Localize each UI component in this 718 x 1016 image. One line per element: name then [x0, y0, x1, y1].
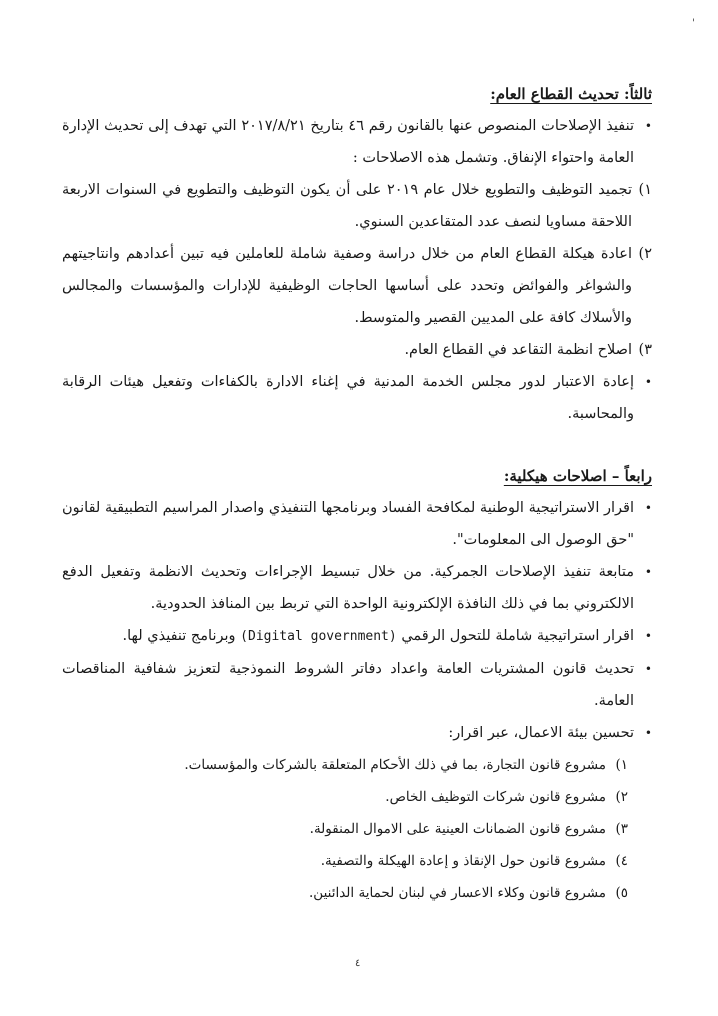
numbered-item: [62, 813, 652, 845]
item-text: مشروع قانون حول الإنقاذ و إعادة الهيكلة والتصفية.: [320, 853, 606, 869]
item-text: مشروع قانون التجارة، بما في ذلك الأحكام المتعلقة بالشركات والمؤسسات.: [184, 757, 606, 773]
paragraph-text: اقرار الاستراتيجية الوطنية لمكافحة الفساد وبرنامجها التنفيذي واصدار المراسيم التطبيقية لقانون "حق الوصول الى المعلومات".: [62, 500, 634, 548]
numbered-item: [62, 238, 652, 334]
list-item: [62, 492, 652, 556]
item-text: مشروع قانون الضمانات العينية على الاموال المنقولة.: [309, 821, 606, 837]
numbered-item: [62, 174, 652, 238]
numbered-item: [62, 781, 652, 813]
document-body: [62, 78, 652, 909]
item-text: تجميد التوظيف والتطويع خلال عام ٢٠١٩ على أن يكون التوظيف والتطويع في السنوات الاربعة اللاحقة مساويا لنصف عدد المتقاعدين السنوي.: [62, 182, 632, 230]
item-number: ١): [615, 757, 628, 773]
paragraph-text: إعادة الاعتبار لدور مجلس الخدمة المدنية في إغناء الادارة بالكفاءات وتفعيل هيئات الرقابة والمحاسبة.: [62, 374, 634, 422]
numbered-item: [62, 877, 652, 909]
bullet-icon: •: [644, 501, 652, 515]
item-number: ٢): [615, 789, 628, 805]
bullet-icon: •: [644, 662, 652, 676]
item-number: ٣): [615, 821, 628, 837]
bullet-icon: •: [644, 629, 652, 643]
page-number: ٤: [355, 958, 361, 969]
list-item: [62, 620, 652, 653]
list-item: [62, 556, 652, 620]
item-text: مشروع قانون وكلاء الاعسار في لبنان لحماية الدائنين.: [309, 885, 606, 901]
bullet-icon: •: [644, 119, 652, 133]
item-text: اصلاح انظمة التقاعد في القطاع العام.: [404, 342, 632, 358]
item-text: اعادة هيكلة القطاع العام من خلال دراسة وصفية شاملة للعاملين فيه تبين أعدادهم وانتاجيتهم والشواغر والفوائض وتحدد على أساسها الحاجات الوظيفية للإدارات والمؤسسات والمجالس والأسلاك كافة على المديين القصير والمتوسط.: [62, 246, 632, 326]
list-item: [62, 653, 652, 717]
list-item: [62, 366, 652, 430]
item-number: ٥): [615, 885, 628, 901]
item-number: ٣): [638, 342, 652, 358]
paragraph-text-after: وبرنامج تنفيذي لها.: [122, 628, 236, 644]
list-item: [62, 717, 652, 749]
english-term: (Digital government): [240, 629, 397, 644]
numbered-item: [62, 845, 652, 877]
bullet-icon: •: [644, 726, 652, 740]
paragraph-text-before: اقرار استراتيجية شاملة للتحول الرقمي: [401, 628, 634, 644]
paragraph-text: متابعة تنفيذ الإصلاحات الجمركية. من خلال تبسيط الإجراءات وتحديث الانظمة وتفعيل الدفع الالكتروني بما في ذلك النافذة الإلكترونية الواحدة التي تربط بين المنافذ الحدودية.: [62, 564, 634, 612]
section-heading-structural-reforms: رابعاً – اصلاحات هيكلية:: [503, 467, 652, 485]
bullet-icon: •: [644, 375, 652, 389]
numbered-item: [62, 749, 652, 781]
item-number: ١): [638, 182, 652, 198]
list-item: [62, 110, 652, 174]
corner-mark: ': [692, 18, 695, 29]
paragraph-text: تنفيذ الإصلاحات المنصوص عنها بالقانون رقم ٤٦ بتاريخ ٢٠١٧/٨/٢١ التي تهدف إلى تحديث الإدارة العامة واحتواء الإنفاق. وتشمل هذه الاصلاحات :: [62, 118, 634, 166]
paragraph-text: تحسين بيئة الاعمال، عبر اقرار:: [448, 725, 634, 741]
paragraph-text: تحديث قانون المشتريات العامة واعداد دفاتر الشروط النموذجية لتعزيز شفافية المناقصات العامة.: [62, 661, 634, 709]
section-heading-public-sector: ثالثاً: تحديث القطاع العام:: [490, 85, 652, 103]
item-number: ٢): [638, 246, 652, 262]
bullet-icon: •: [644, 565, 652, 579]
item-text: مشروع قانون شركات التوظيف الخاص.: [385, 789, 606, 805]
item-number: ٤): [615, 853, 628, 869]
numbered-item: [62, 334, 652, 366]
